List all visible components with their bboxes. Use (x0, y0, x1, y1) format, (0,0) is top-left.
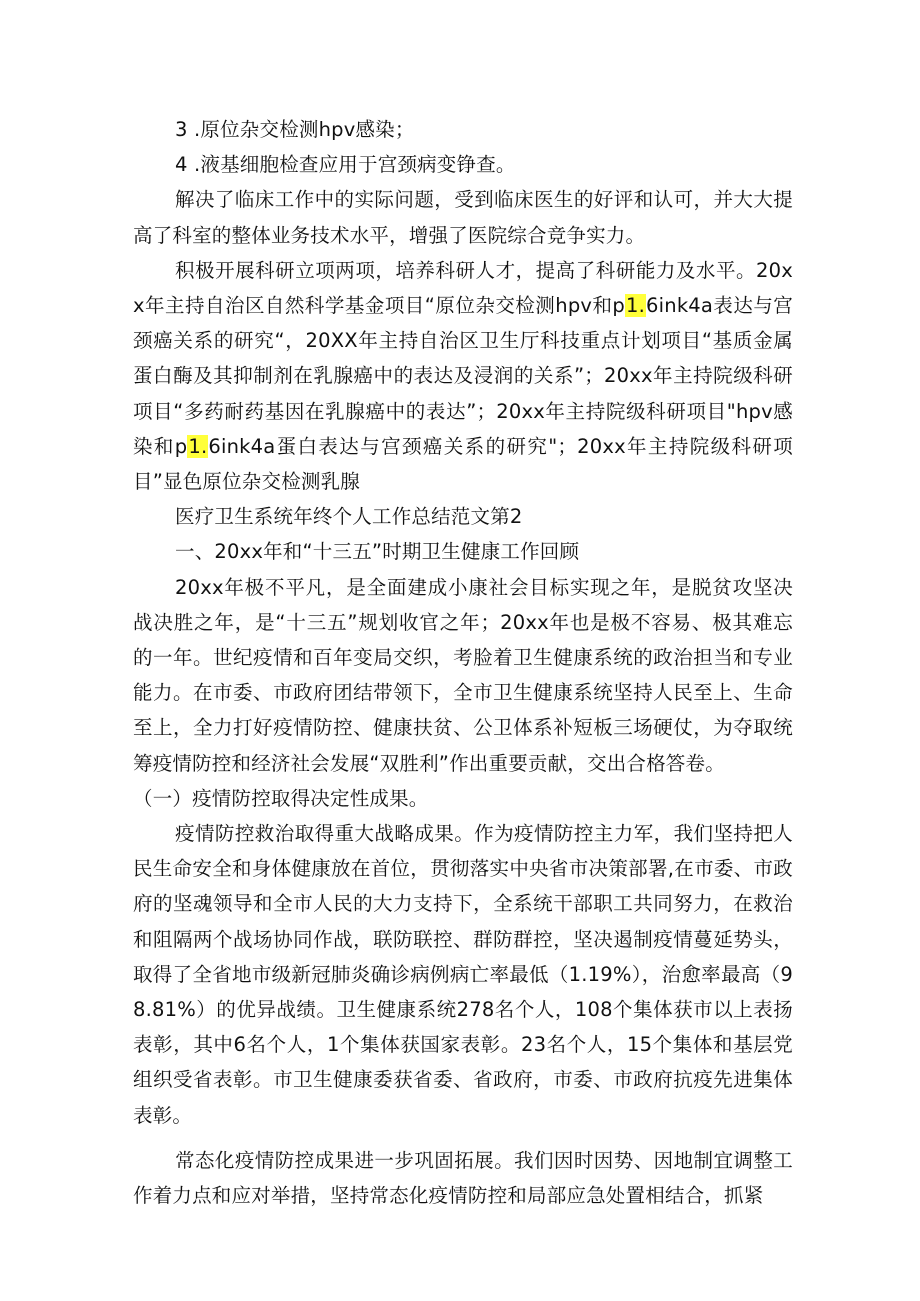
list-item-4: 4 .液基细胞检查应用于宫颈病变铮查。 (175, 153, 516, 177)
paragraph-overview: 20xx年极不平凡，是全面建成小康社会目标实现之年，是脱贫攻坚决战决胜之年，是“十三五”规划收官之年；20xx年也是极不容易、极其难忘的一年。世纪疫情和百年变局交织，考脸着卫生健康系统的政治担当和专业能力。在市委、市政府团结带领下，全市卫生健康系统坚持人民至上、生命至上，全力打好疫情防控、健康扶贫、公卫体系补短板三场硬仗，为夺取统筹疫情防控和经济社会发展“双胜利”作出重要贡献，交出合格答卷。 (133, 575, 793, 775)
document-body (133, 112, 793, 1213)
paragraph-normalized: 常态化疫情防控成果进一步巩固拓展。我们因时因势、因地制宜调整工作着力点和应对举措，坚持常态化疫情防控和局部应急处置相结合，抓紧 (133, 1148, 793, 1208)
highlight-mark-1: 1. (626, 294, 646, 318)
list-item-3: 3 .原位杂交检测hpv感染； (175, 118, 415, 141)
research-text-part-1: 积极开展科研立项两项，培养科研人才，提高了科研能力及水平。20xx年主持自治区自然科学基金项目“原位杂交检测hpv和p (133, 258, 793, 318)
sub-heading-epidemic: （一）疫情防控取得决定性成果。 (133, 786, 429, 810)
highlight-mark-2: 1. (188, 434, 208, 458)
paragraph-research (133, 253, 793, 499)
heading-one: 一、20xx年和“十三五”时期卫生健康工作回顾 (175, 540, 580, 564)
paragraph-epidemic: 疫情防控救治取得重大战略成果。作为疫情防控主力军，我们坚持把人民生命安全和身体健康放在首位，贯彻落实中央省市决策部署,在市委、市政府的坚魂领导和全市人民的大力支持下，全系统干部职工共同努力，在救治和阻隔两个战场协同作战，联防联控、群防群控，坚决遏制疫情蔓延势头，取得了全省地市级新冠肺炎确诊病例病亡率最低（1.19%），治愈率最高（98.81%）的优异战绩。卫生健康系统278名个人，108个集体获市以上表扬表彰，其中6名个人，1个集体获国家表彰。23名个人，15个集体和基层党组织受省表彰。市卫生健康委获省委、省政府，市委、市政府抗疫先进集体表彰。 (133, 822, 793, 1127)
section-title: 医疗卫生系统年终个人工作总结范文第2 (175, 505, 523, 529)
research-text-part-2: 6ink4a表达与宫颈癌关系的研究“，20XX年主持自治区卫生厅科技重点计划项目“基质金属蛋白酶及其抑制剂在乳腺癌中的表达及浸润的关系”；20xx年主持院级科研项目“多药耐药基因在乳腺癌中的表达”；20xx年主持院级科研项目"hpv感染和p (133, 294, 793, 458)
research-text-part-3: 6ink4a蛋白表达与宫颈癌关系的研究"；20xx年主持院级科研项目”显色原位杂交检测乳腺 (133, 434, 793, 494)
paragraph-result: 解决了临床工作中的实际问题，受到临床医生的好评和认可，并大大提高了科室的整体业务技术水平，增强了医院综合竞争实力。 (133, 188, 793, 247)
